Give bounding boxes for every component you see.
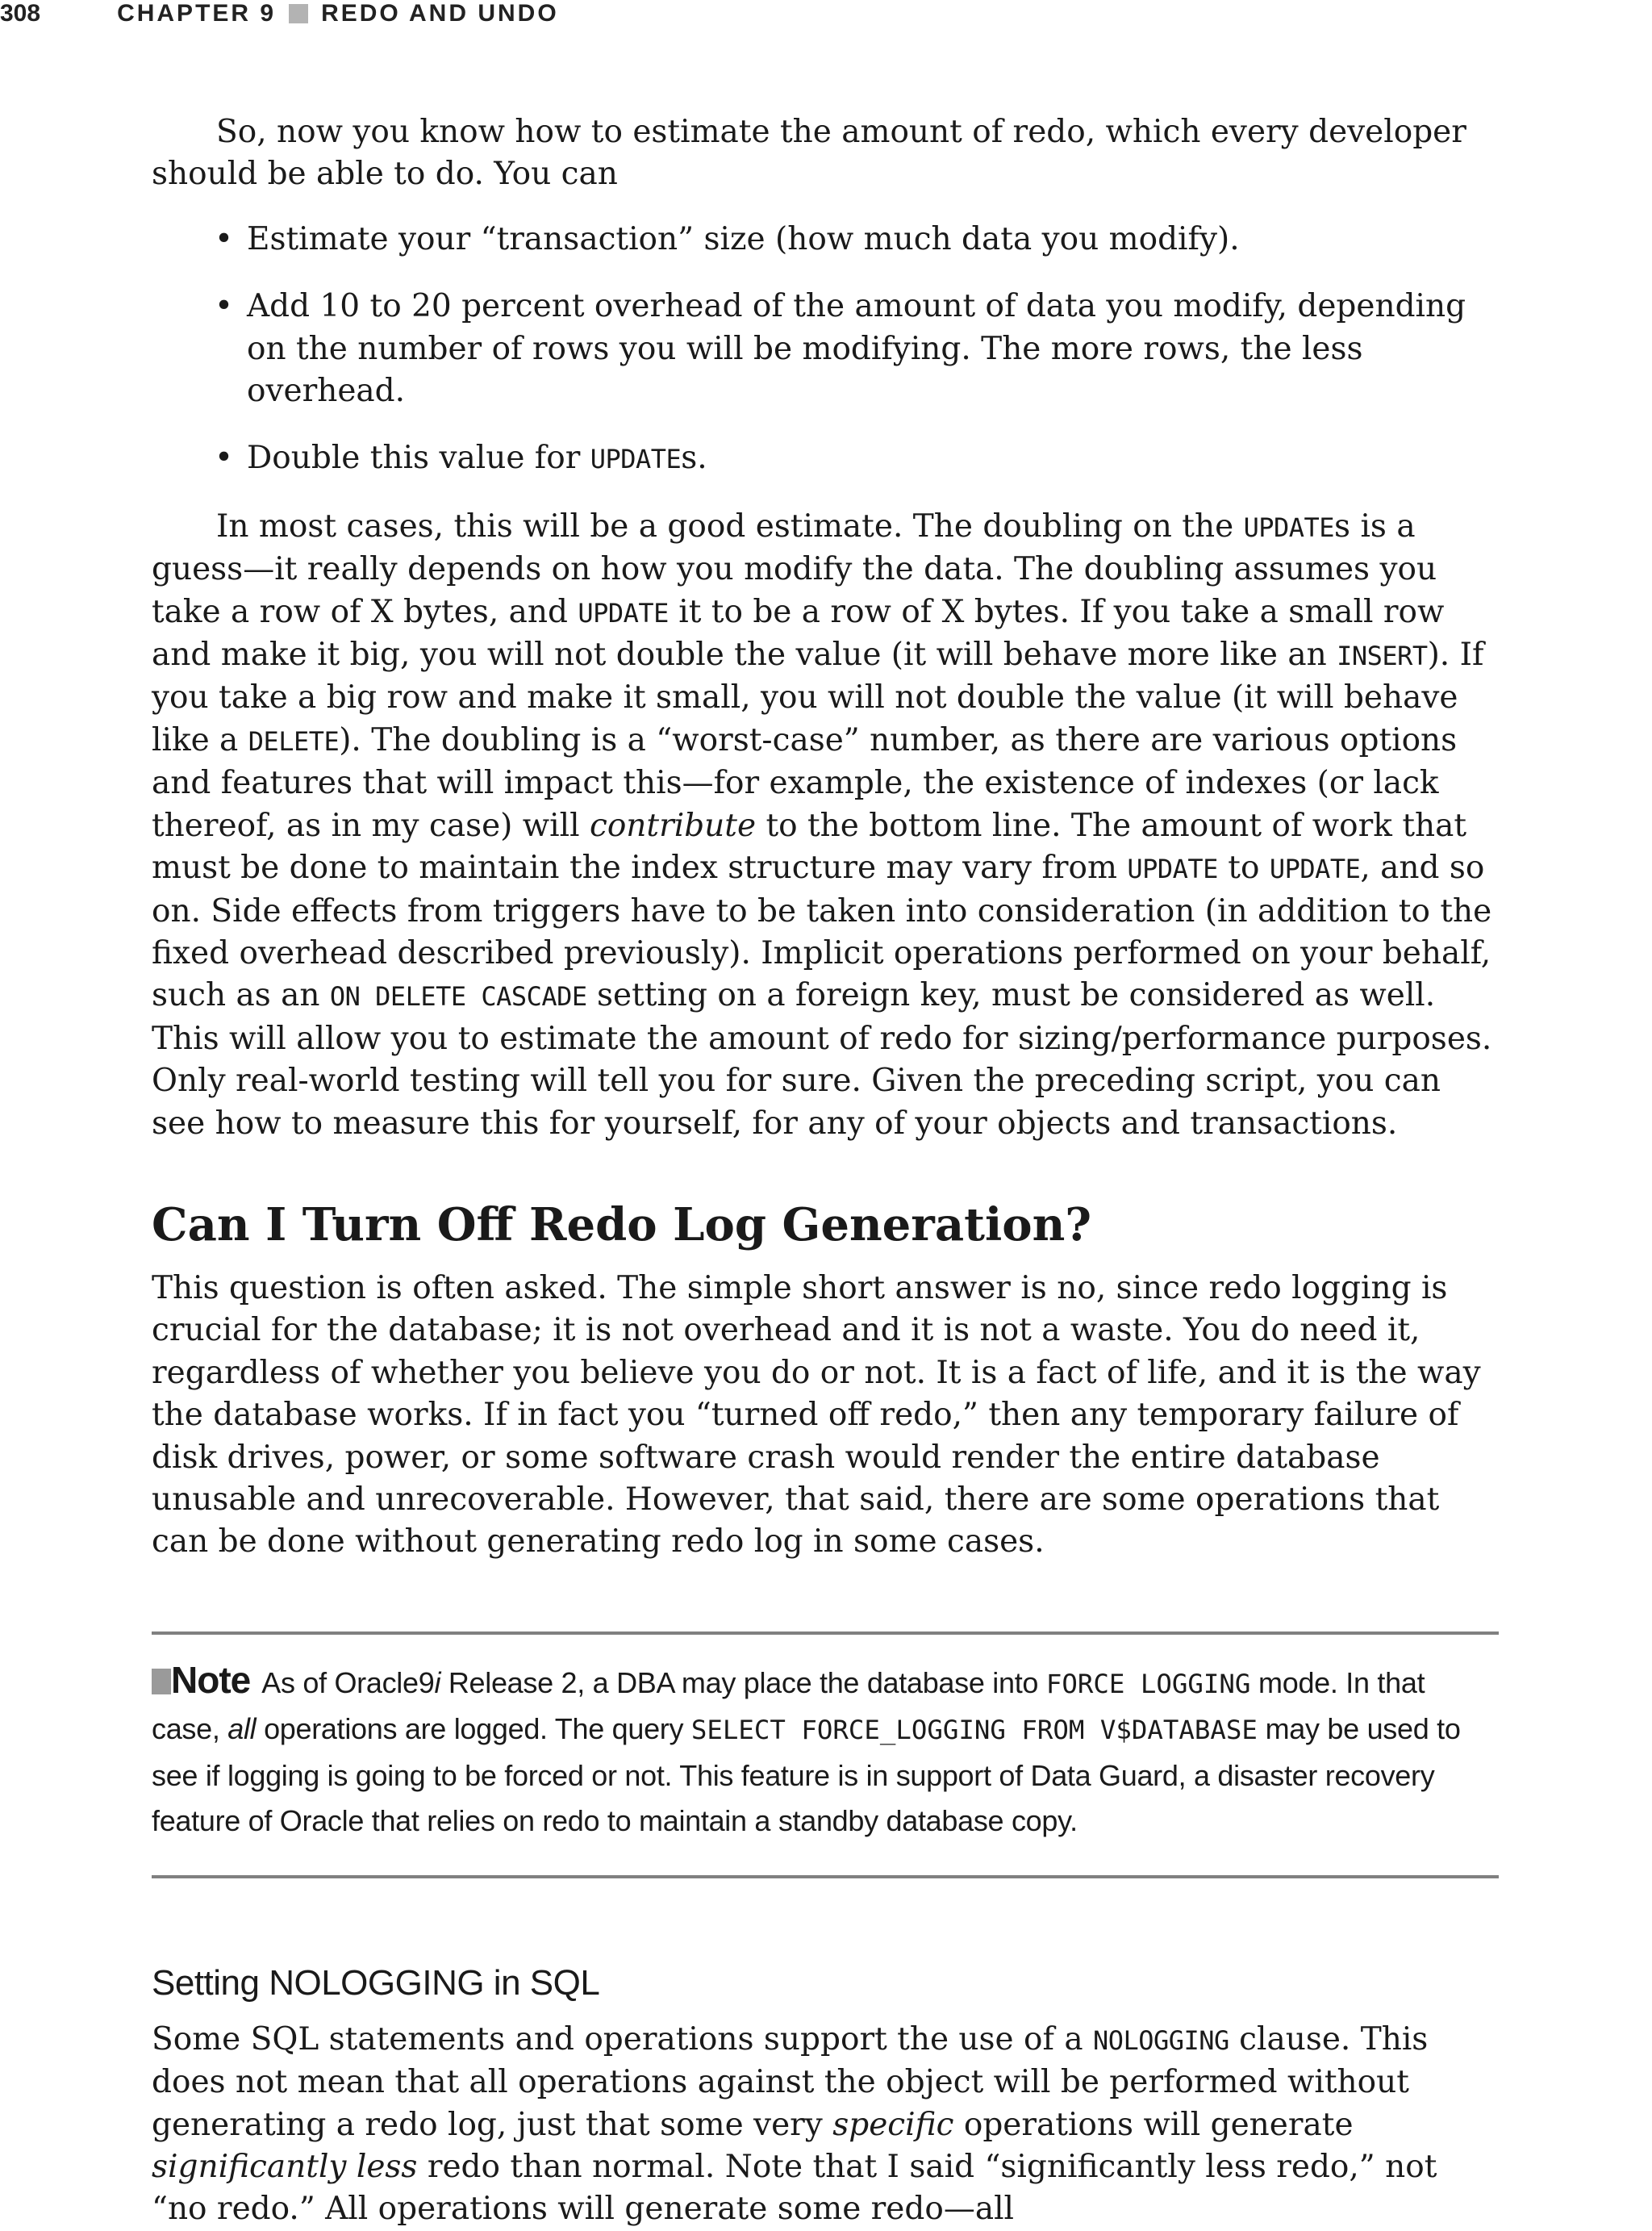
note-label: Note [171, 1658, 251, 1701]
page-number: 308 [0, 0, 41, 27]
redo-estimate-paragraph: In most cases, this will be a good estimate. The doubling on the UPDATEs is a guess—it really depends on how you modify the data. The doubling assumes you take a row of X bytes, and UPDATE it to be a row of X bytes. If you take a small row and make it big, you will not double the value (it will behave more like an INSERT). If you take a big row and make it small, you will not double the value (it will behave like a DELETE). The doubling is a “worst-case” number, as there are various options and features that will impact this—for example, the existence of indexes (or lack thereof, as in my case) will contribute to the bottom line. The amount of work that must be done to maintain the index structure may vary from UPDATE to UPDATE, and so on. Side effects from triggers have to be taken into consideration (in addition to the fixed overhead described previously). Implicit operations performed on your behalf, such as an ON DELETE CASCADE setting on a foreign key, must be considered as well. This will allow you to estimate the amount of redo for sizing/performance purposes. Only real-world testing will tell you for sure. Given the preceding script, you can see how to measure this for yourself, for any of your objects and transactions. [152, 508, 1492, 1142]
note-box: Note As of Oracle9i Release 2, a DBA may place the database into FORCE LOGGING mode. In that case, all operations are logged. The query SELECT FORCE_LOGGING FROM V$DATABASE may be used to see if logging is going to be forced or not. This feature is in support of Data Guard, a disaster recovery feature of Oracle that relies on redo to maintain a standby database copy. [152, 1631, 1499, 1878]
bullet-list [152, 219, 1499, 481]
running-header [0, 0, 559, 27]
chapter-title: REDO AND UNDO [321, 0, 559, 27]
header-square-icon [289, 4, 308, 23]
list-item: • Double this value for UPDATEs. [247, 437, 1499, 480]
turn-off-redo-paragraph: This question is often asked. The simple short answer is no, since redo logging is crucial for the database; it is not overhead and it is not a waste. You do need it, regardless of whether you believe you do or not. It is a fact of life, and it is the way the database works. If in fact you “turned off redo,” then any temporary failure of disk drives, power, or some software crash would render the entire database unusable and unrecoverable. However, that said, there are some operations that can be done without generating redo log in some cases. [152, 1269, 1481, 1560]
section-heading: Can I Turn Off Redo Log Generation? [152, 1197, 1092, 1251]
page-body [152, 111, 1499, 2231]
intro-paragraph: So, now you know how to estimate the amount of redo, which every developer should be able to do. You can [152, 114, 1466, 193]
nologging-paragraph: Some SQL statements and operations support the use of a NOLOGGING clause. This does not mean that all operations against the object will be performed without generating a redo log, just that some very specific operations will generate significantly less redo than normal. Note that I said “significantly less redo,” not “no redo.” All operations will generate some redo—all [152, 2020, 1437, 2228]
note-square-icon [152, 1669, 171, 1694]
chapter-label: CHAPTER 9 [117, 0, 277, 27]
list-item: • Estimate your “transaction” size (how much data you modify). [247, 219, 1499, 261]
list-item: • Add 10 to 20 percent overhead of the amount of data you modify, depending on the number of rows you will be modifying. The more rows, the less overhead. [247, 286, 1499, 412]
subsection-heading: Setting NOLOGGING in SQL [152, 1962, 600, 2003]
